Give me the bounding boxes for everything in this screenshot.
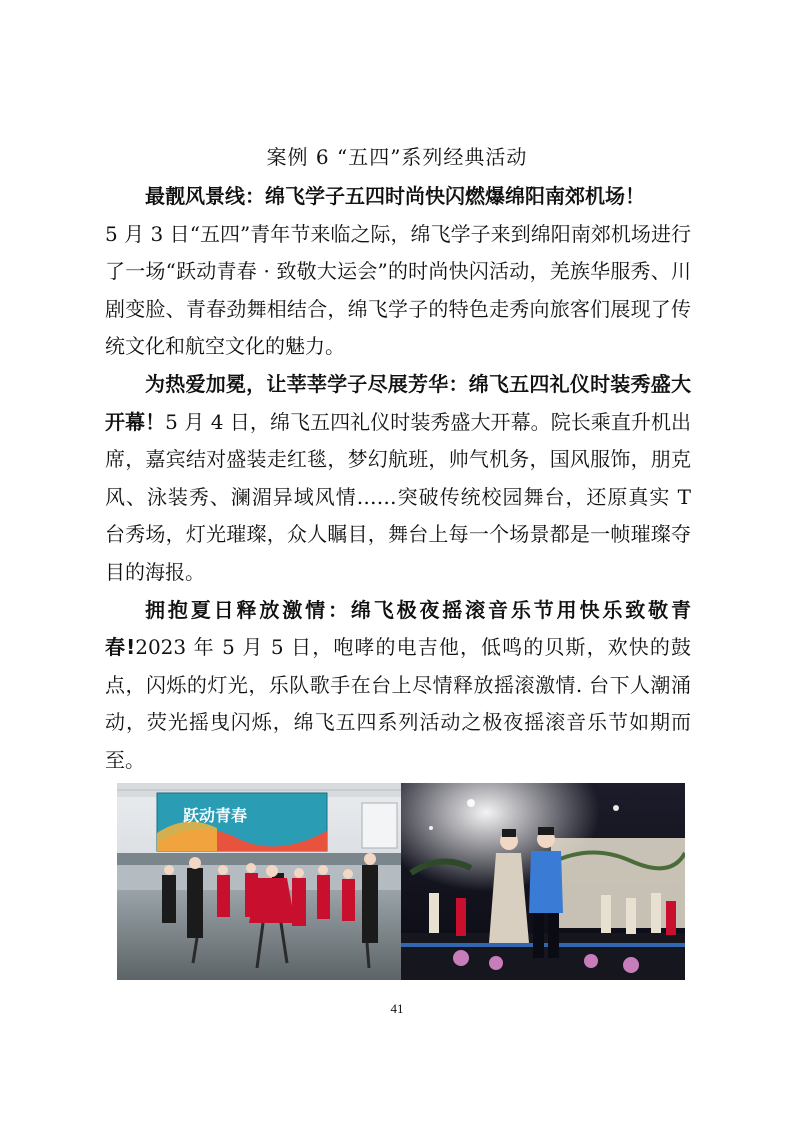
page-number: 41 (390, 1001, 404, 1016)
body-text (105, 178, 691, 780)
paragraph-1-body: 5 月 3 日“五四”青年节来临之际，绵飞学子来到绵阳南郊机场进行了一场“跃动青春 · 致敬大运会”的时尚快闪活动，羌族华服秀、川剧变脸、青春劲舞相结合，绵飞学子的特色走秀向旅客们展现了传统文化和航空文化的魅力。 (105, 221, 691, 359)
fashion-show-photo (401, 783, 685, 980)
paragraph-1 (105, 178, 691, 216)
paragraph-3 (105, 592, 691, 780)
paragraph-1-heading: 最靓风景线：绵飞学子五四时尚快闪燃爆绵阳南郊机场！ (145, 184, 645, 208)
paragraph-3-heading: 拥抱夏日释放激情：绵飞极夜摇滚音乐节用快乐致敬青春! (105, 597, 691, 660)
paragraph-3-body: 2023 年 5 月 5 日，咆哮的电吉他，低鸣的贝斯，欢快的鼓点，闪烁的灯光，乐队歌手在台上尽情释放摇滚激情. 台下人潮涌动，荧光摇曳闪烁，绵飞五四系列活动之极夜摇滚音乐节如期而至。 (105, 635, 691, 772)
airport-flash-mob-photo (117, 783, 401, 980)
banner-text: 跃动青春 (182, 806, 248, 825)
photo-strip (117, 783, 685, 980)
paragraph-2 (105, 366, 691, 592)
paragraph-2-heading: 为热爱加冕，让莘莘学子尽展芳华：绵飞五四礼仪时装秀盛大开幕！ (105, 371, 691, 434)
case-title: 案例 6 “五四”系列经典活动 (266, 145, 528, 169)
paragraph-2-body: 5 月 4 日，绵飞五四礼仪时装秀盛大开幕。院长乘直升机出席，嘉宾结对盛装走红毯，梦幻航班，帅气机务，国风服饰，朋克风、泳装秀、澜湄异域风情……突破传统校园舞台，还原真实 T 台秀场，灯光璀璨，众人瞩目，舞台上每一个场景都是一帧璀璨夺目的海报。 (105, 409, 691, 584)
